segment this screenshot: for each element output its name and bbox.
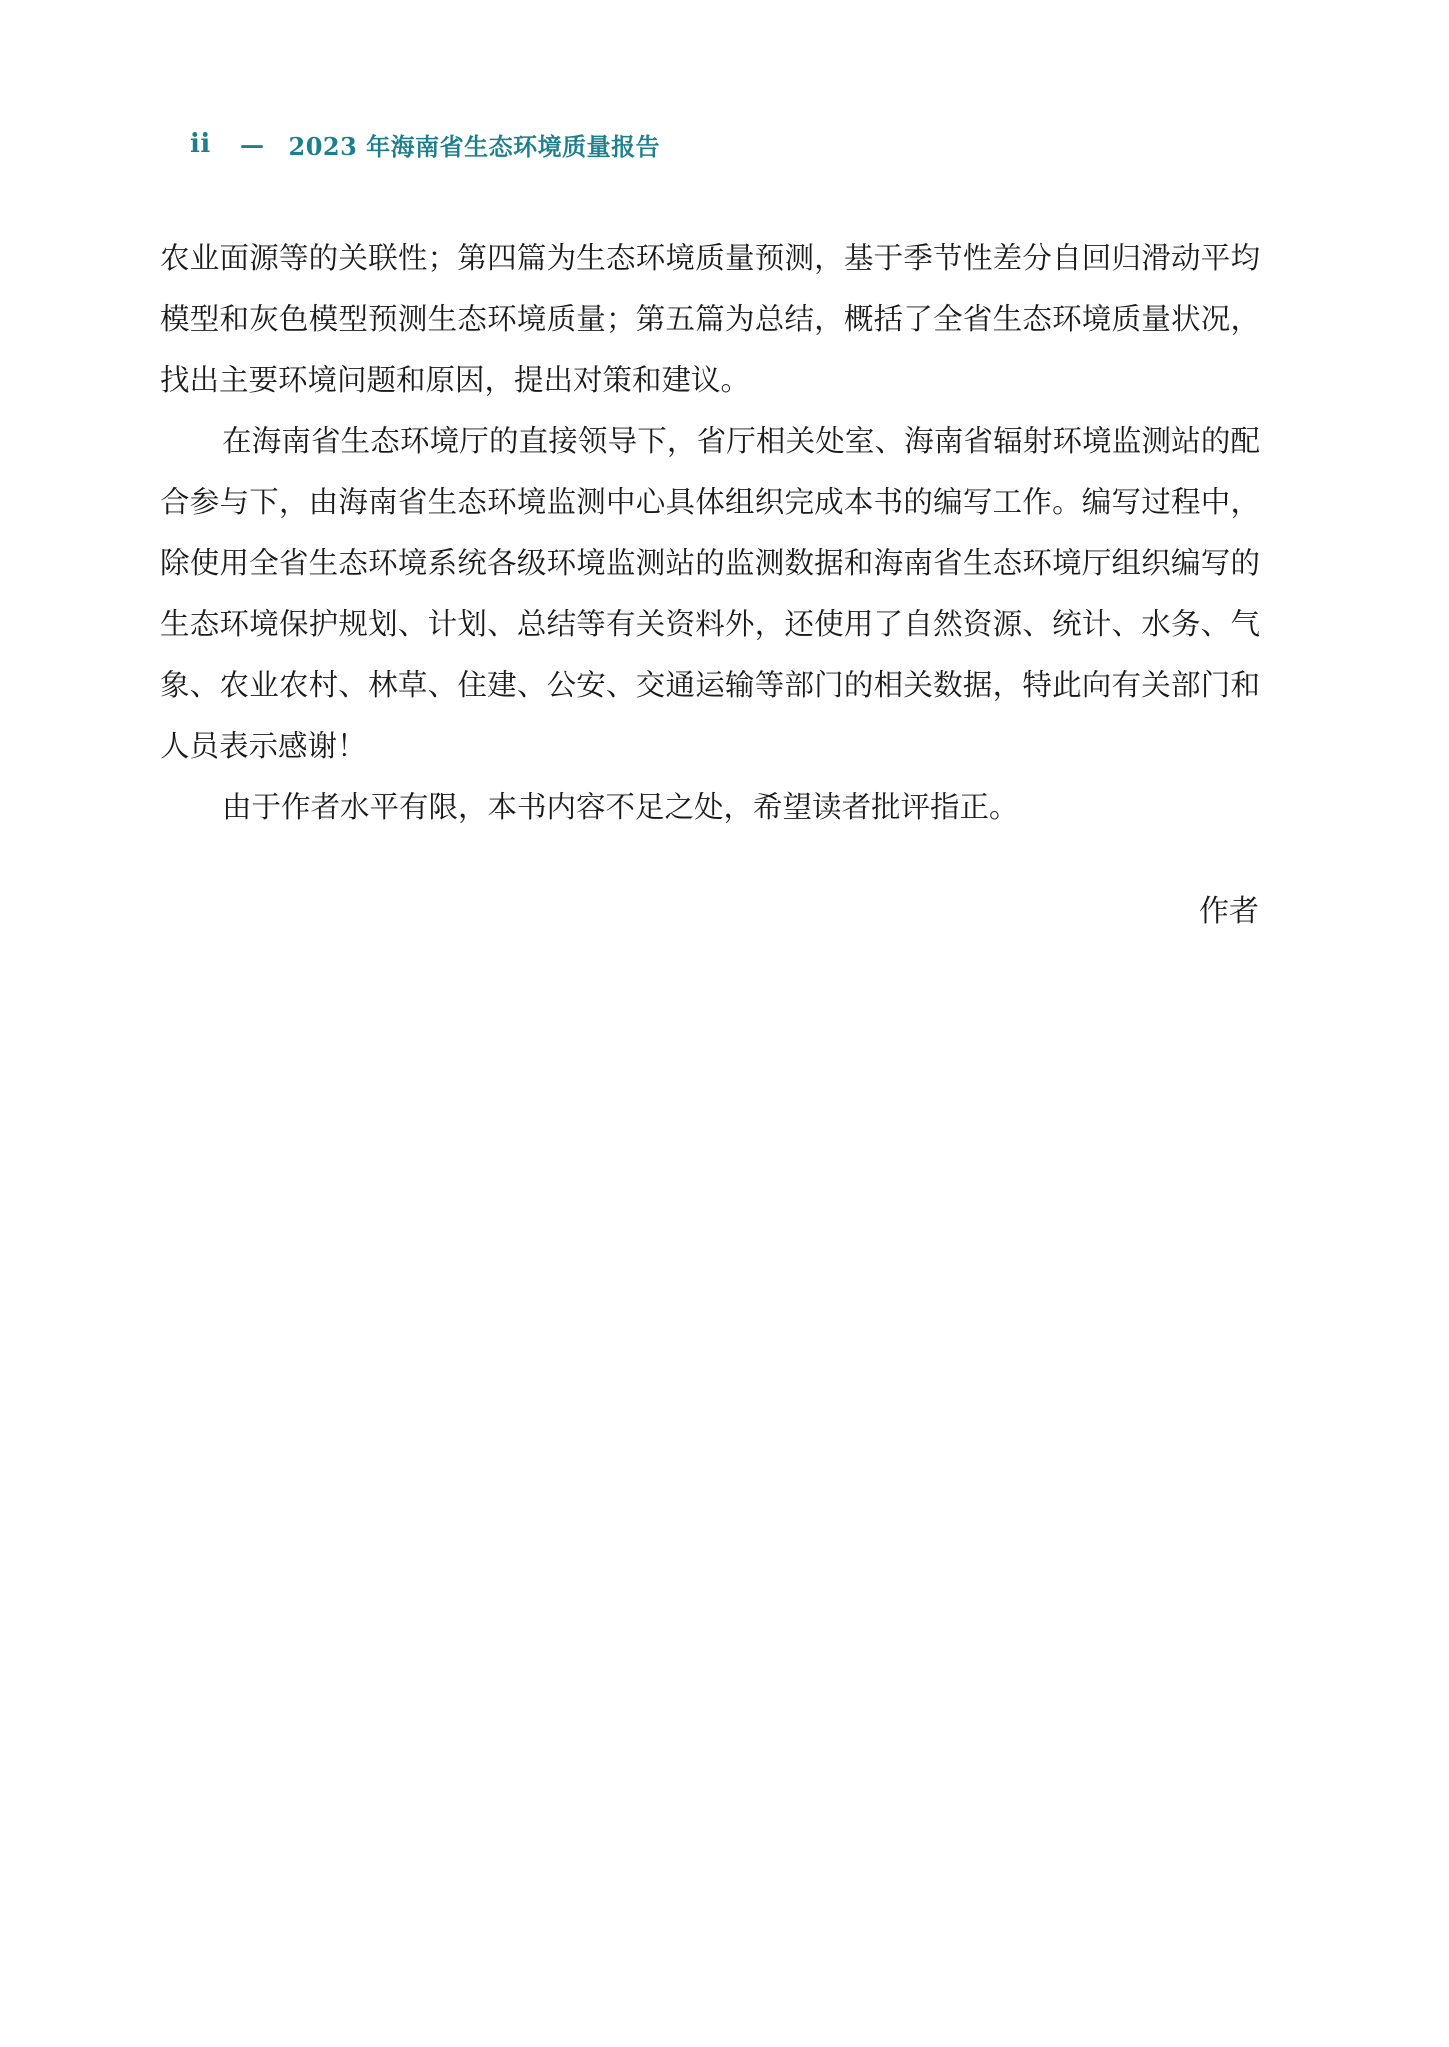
paragraph-acknowledgement: 在海南省生态环境厅的直接领导下，省厅相关处室、海南省辐射环境监测站的配合参与下，由海南省生态环境监测中心具体组织完成本书的编写工作。编写过程中，除使用全省生态环境系统各级环境监测站的监测数据和海南省生态环境厅组织编写的生态环境保护规划、计划、总结等有关资料外，还使用了自然资源、统计、水务、气象、农业农村、林草、住建、公安、交通运输等部门的相关数据，特此向有关部门和人员表示感谢！ — [160, 424, 1260, 763]
running-header-title: 2023 年海南省生态环境质量报告 — [288, 131, 661, 161]
paragraph-disclaimer: 由于作者水平有限，本书内容不足之处，希望读者批评指正。 — [222, 790, 1019, 824]
body-text — [160, 228, 1260, 838]
header-separator: — — [240, 129, 265, 159]
paragraph-continued: 农业面源等的关联性；第四篇为生态环境质量预测，基于季节性差分自回归滑动平均模型和灰色模型预测生态环境质量；第五篇为总结，概括了全省生态环境质量状况，找出主要环境问题和原因，提出对策和建议。 — [160, 241, 1260, 397]
author-signature: 作者 — [1199, 894, 1259, 929]
running-header — [190, 124, 660, 164]
page-number: ii — [190, 129, 211, 159]
